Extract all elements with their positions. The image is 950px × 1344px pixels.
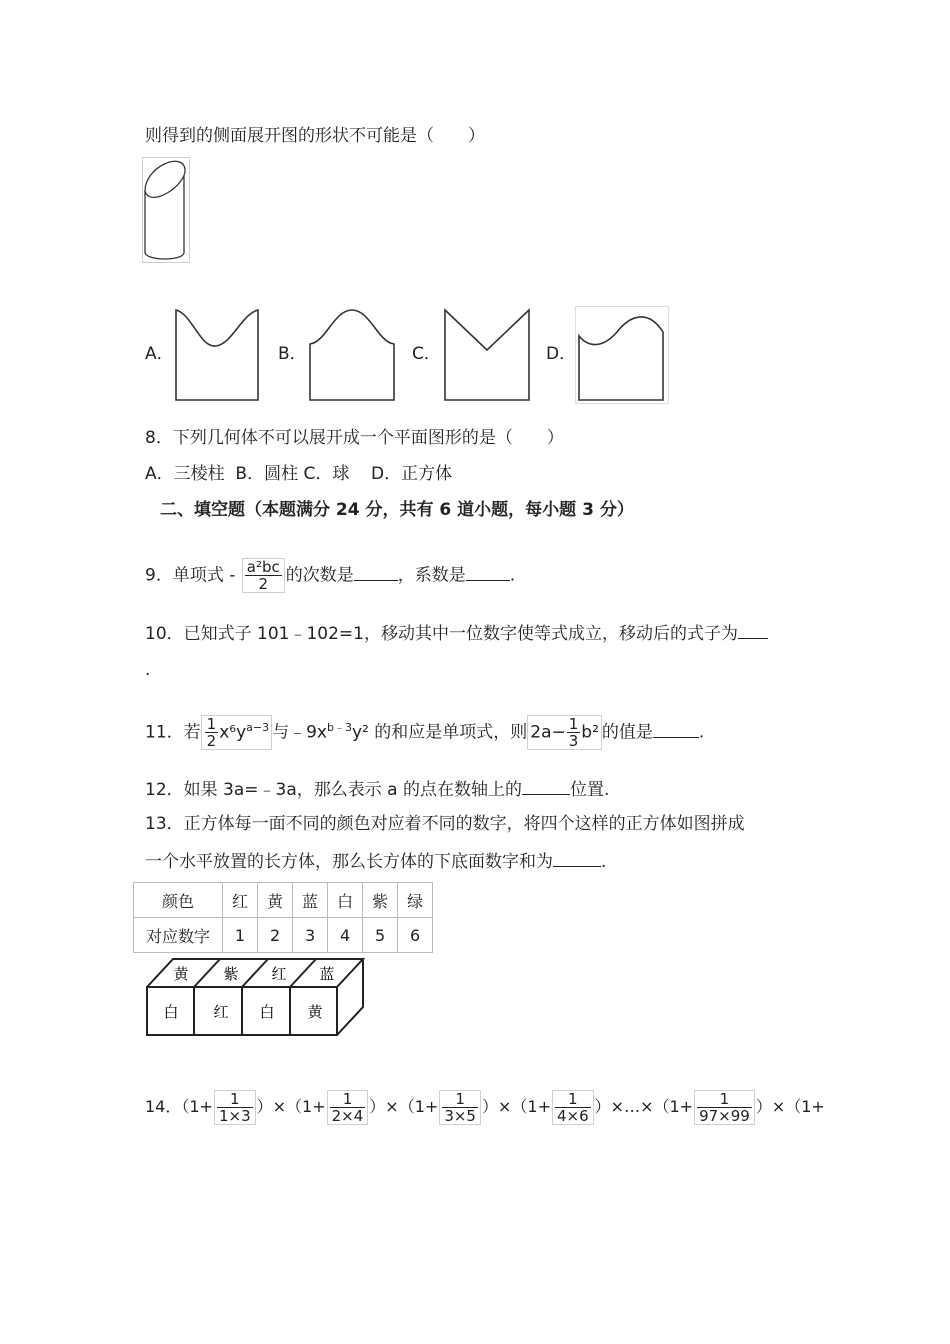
- q8-stem: 8．下列几何体不可以展开成一个平面图形的是（ ）: [145, 428, 564, 448]
- q11-frac1-den: 2: [206, 732, 217, 751]
- q11-mid2: y² 的和应是单项式，则: [351, 722, 528, 743]
- q13-line2-wrap: [145, 848, 606, 874]
- q13-line1: 13．正方体每一面不同的颜色对应着不同的数字，将四个这样的正方体如图拼成: [145, 814, 745, 834]
- q14-ellipsis: …×: [624, 1097, 654, 1116]
- table-row-colors: [134, 883, 433, 918]
- option-b-shape: [306, 306, 398, 404]
- q11-mid1: 与﹣9x: [272, 722, 327, 743]
- q9-fraction: [242, 558, 285, 593]
- option-a-shape: [172, 306, 262, 404]
- q14-tail: （1+: [785, 1097, 825, 1116]
- q9-frac-num: a²bc: [246, 558, 280, 576]
- q14-den: 2×4: [331, 1107, 364, 1125]
- q9-sep: ，系数是: [397, 565, 466, 586]
- q9-blank-coefficient[interactable]: [466, 562, 510, 581]
- q14-num: 1: [442, 1091, 478, 1108]
- q11-prefix: 11．若: [145, 722, 201, 743]
- table-cell: 对应数字: [134, 918, 223, 953]
- q14-close: ）×: [256, 1097, 287, 1116]
- q11: [145, 715, 704, 750]
- q14-open: （1+: [653, 1097, 694, 1116]
- q9-mid: 的次数是: [285, 565, 354, 586]
- q14-prefix: 14．: [145, 1097, 182, 1116]
- q11-frac2-num: 1: [568, 715, 579, 734]
- table-cell: 2: [258, 918, 293, 953]
- q9-frac-den: 2: [258, 575, 269, 593]
- q14-close: ）×: [755, 1097, 786, 1116]
- q14-close: ）×: [369, 1097, 399, 1116]
- table-header-cell: 黄: [258, 883, 293, 918]
- cut-cylinder-figure: [142, 157, 190, 263]
- q11-frac1-num: 1: [206, 715, 217, 734]
- q14-num: 1: [697, 1091, 752, 1108]
- q8-options: A．三棱柱 B．圆柱 C．球 D．正方体: [145, 464, 453, 484]
- q12-tail: 位置.: [569, 780, 610, 800]
- option-c-shape: [441, 306, 533, 404]
- q11-term2-box: [527, 715, 602, 750]
- color-number-table: [133, 882, 433, 953]
- q7-option-a-label: A．: [145, 344, 174, 364]
- q14-den: 1×3: [218, 1107, 251, 1125]
- q11-term2a: 2a−: [530, 722, 566, 743]
- q14-open: （1+: [181, 1097, 213, 1116]
- cube-front-label: 白: [163, 1003, 179, 1021]
- table-cell: 4: [328, 918, 363, 953]
- q10-tail: .: [145, 660, 151, 680]
- q10: [145, 620, 768, 646]
- q14-close: ）×: [594, 1097, 625, 1116]
- q9-end: .: [509, 565, 516, 586]
- q14-num: 1: [330, 1091, 366, 1108]
- q14-den: 3×5: [444, 1107, 476, 1125]
- q9-prefix: 9．单项式 -: [145, 565, 236, 586]
- cube-front-label: 黄: [307, 1003, 323, 1021]
- table-cell: 5: [363, 918, 398, 953]
- table-cell: 3: [293, 918, 328, 953]
- four-cubes-figure: [143, 955, 369, 1039]
- q13-line2: 一个水平放置的长方体，那么长方体的下底面数字和为: [145, 852, 553, 872]
- table-cell: 6: [398, 918, 433, 953]
- q14-den: 4×6: [556, 1107, 589, 1125]
- q11-exp1: a−3: [246, 721, 270, 734]
- cube-top-label: 黄: [173, 965, 189, 983]
- q14-open: （1+: [398, 1097, 439, 1116]
- q9-blank-degree[interactable]: [354, 562, 398, 581]
- q11-term2b: b²: [581, 722, 599, 743]
- q7-option-c-label: C．: [412, 344, 441, 364]
- q10-text: 10．已知式子 101﹣102=1，移动其中一位数字使等式成立，移动后的式子为: [145, 624, 738, 644]
- table-header-cell: 绿: [398, 883, 433, 918]
- q11-term1-box: [201, 715, 272, 750]
- q11-blank[interactable]: [653, 719, 699, 738]
- q11-end: .: [698, 722, 705, 743]
- table-header-cell: 紫: [363, 883, 398, 918]
- q11-term1: x⁶y: [219, 722, 247, 743]
- q14-close: ）×: [481, 1097, 512, 1116]
- q13-end: .: [601, 852, 607, 872]
- table-row-numbers: [134, 918, 433, 953]
- cube-front-label: 白: [259, 1003, 275, 1021]
- q14-open: （1+: [286, 1097, 326, 1116]
- q11-exp2: b﹣3: [326, 720, 352, 734]
- q7-stem: 则得到的侧面展开图的形状不可能是（ ）: [145, 126, 485, 146]
- q14-den: 97×99: [699, 1107, 750, 1125]
- table-header-cell: 红: [223, 883, 258, 918]
- cube-top-label: 红: [271, 965, 287, 983]
- table-header-cell: 颜色: [134, 883, 223, 918]
- q12-blank[interactable]: [522, 776, 570, 795]
- q14-num: 1: [217, 1091, 253, 1108]
- cube-top-label: 紫: [223, 965, 239, 983]
- cube-top-label: 蓝: [319, 965, 335, 983]
- q11-end-text: 的值是: [601, 722, 653, 743]
- table-header-cell: 白: [328, 883, 363, 918]
- q14: [145, 1090, 825, 1125]
- q10-blank[interactable]: [738, 620, 768, 639]
- option-d-shape: [575, 306, 669, 404]
- table-header-cell: 蓝: [293, 883, 328, 918]
- q12: [145, 776, 609, 802]
- q14-open: （1+: [511, 1097, 551, 1116]
- q14-num: 1: [555, 1091, 591, 1108]
- q11-frac2-den: 3: [568, 732, 579, 751]
- q7-option-d-label: D．: [546, 344, 577, 364]
- cube-front-label: 红: [213, 1003, 229, 1021]
- q7-option-b-label: B．: [278, 344, 307, 364]
- q13-blank[interactable]: [553, 848, 601, 867]
- table-cell: 1: [223, 918, 258, 953]
- section2-title: 二、填空题（本题满分 24 分，共有 6 道小题，每小题 3 分）: [160, 500, 634, 520]
- q12-text: 12．如果 3a=﹣3a，那么表示 a 的点在数轴上的: [145, 780, 522, 800]
- q9: [145, 558, 515, 593]
